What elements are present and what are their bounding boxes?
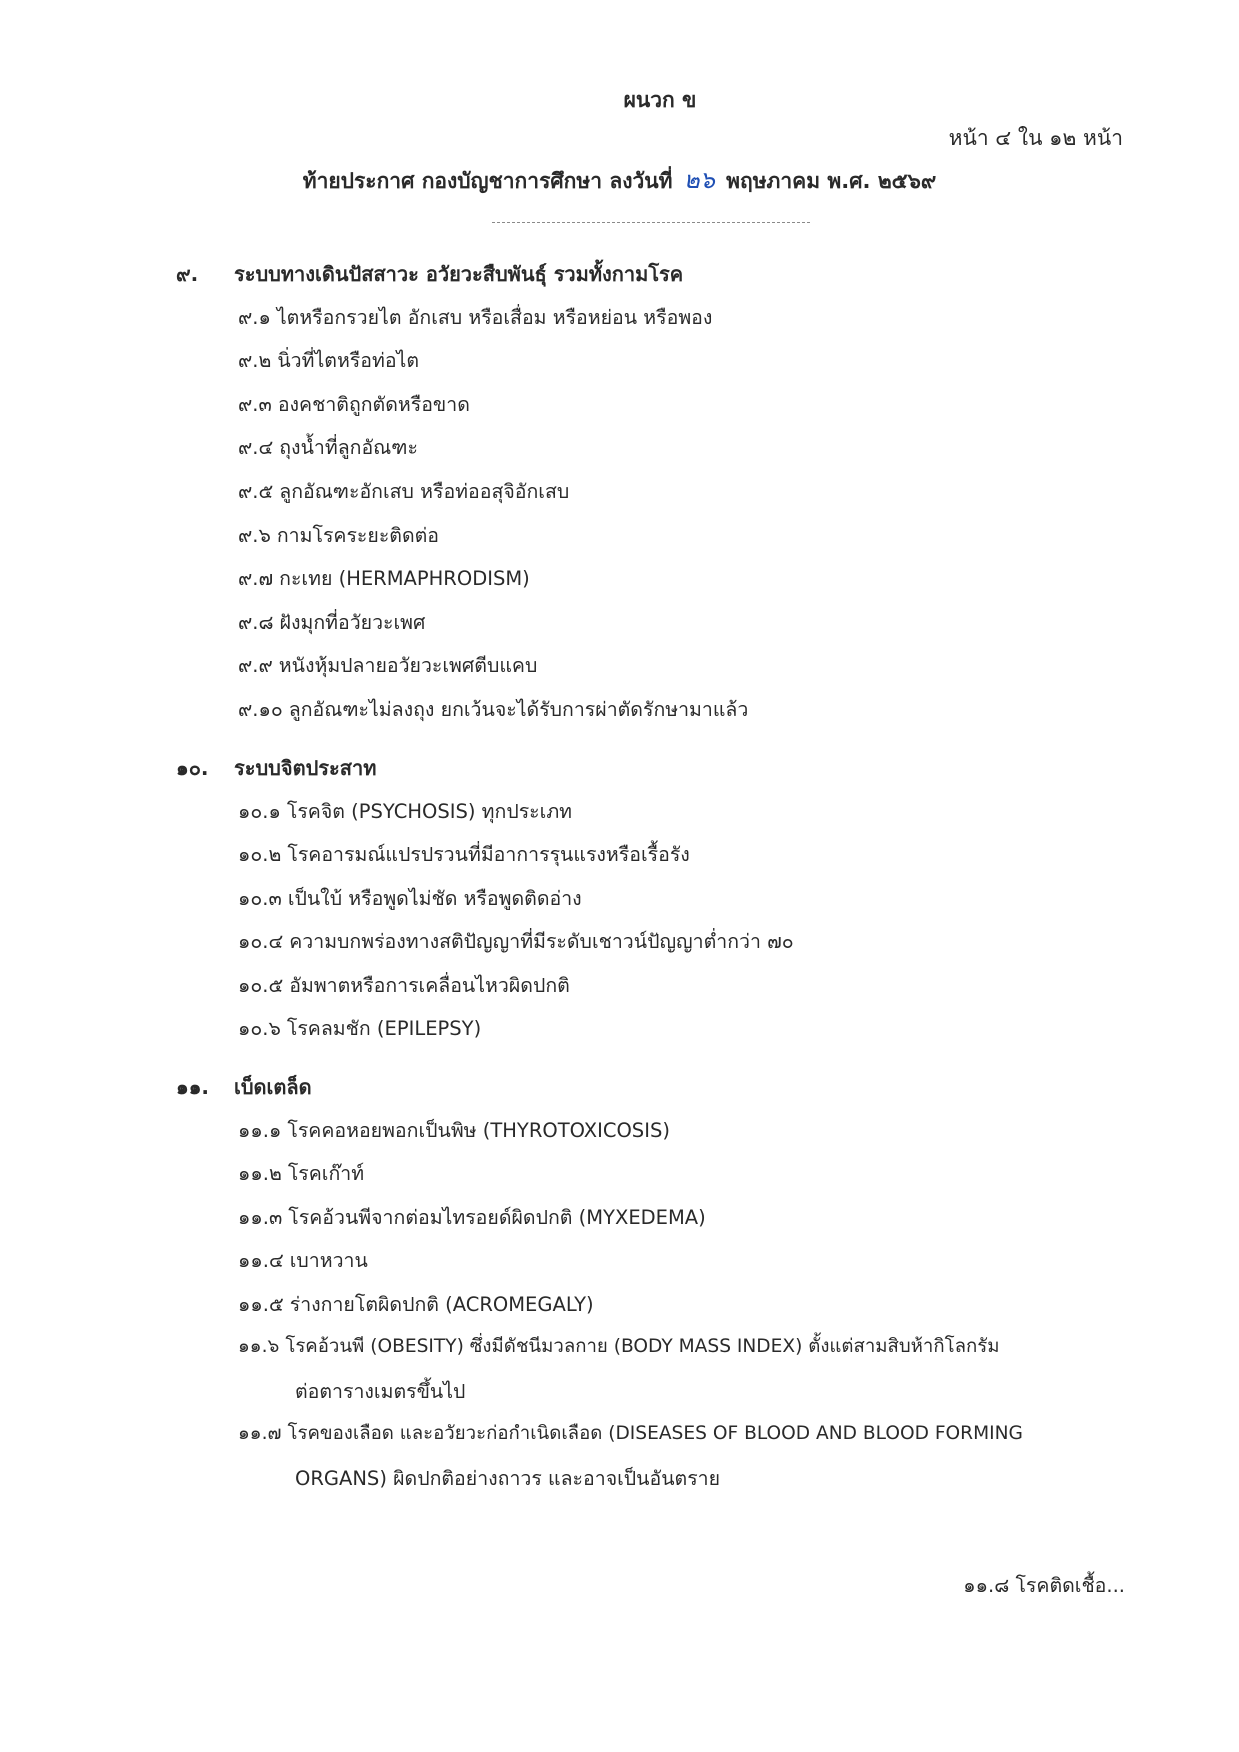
- item-text: โรคอ้วนพี (OBESITY) ซึ่งมีดัชนีมวลกาย (BODY MASS INDEX) ตั้งแต่สามสิบห้ากิโลกรัม: [285, 1336, 1000, 1357]
- list-item: [238, 926, 794, 957]
- item-text: โรคคอหอยพอกเป็นพิษ (THYROTOXICOSIS): [287, 1119, 670, 1142]
- item-number: ๙.๑: [238, 306, 271, 329]
- item-number: ๑๐.๒: [238, 843, 282, 866]
- list-item: [238, 883, 582, 914]
- item-text: โรคจิต (PSYCHOSIS) ทุกประเภท: [286, 800, 573, 823]
- section-title: [176, 1071, 312, 1103]
- item-continuation: ORGANS) ผิดปกติอย่างถาวร และอาจเป็นอันตราย: [295, 1467, 721, 1490]
- item-text: เป็นใบ้ หรือพูดไม่ชัด หรือพูดติดอ่าง: [287, 887, 582, 910]
- list-item: [238, 302, 712, 333]
- section-heading: ระบบจิตประสาท: [234, 756, 377, 780]
- list-item: [238, 796, 572, 827]
- section-heading: เบ็ดเตล็ด: [234, 1075, 312, 1099]
- item-number: ๑๐.๔: [238, 930, 284, 953]
- item-text: ร่างกายโตผิดปกติ (ACROMEGALY): [289, 1293, 594, 1316]
- header-divider: [492, 222, 810, 223]
- item-number: ๙.๓: [238, 393, 272, 416]
- item-text: โรคเก๊าท์: [287, 1162, 365, 1185]
- item-text: ลูกอัณฑะอักเสบ หรือท่ออสุจิอักเสบ: [279, 480, 570, 503]
- list-item: [238, 1245, 368, 1276]
- item-text: เบาหวาน: [289, 1249, 368, 1272]
- item-text: กามโรคระยะติดต่อ: [276, 524, 440, 547]
- header-day: ๒๖: [683, 166, 715, 194]
- list-item: [238, 1115, 670, 1146]
- list-item: [238, 432, 418, 463]
- item-number: ๙.๕: [238, 480, 274, 503]
- item-number: ๑๑.๑: [238, 1119, 282, 1142]
- item-number: ๑๑.๖: [238, 1336, 280, 1357]
- item-number: ๙.๔: [238, 436, 274, 459]
- list-item: [238, 563, 530, 594]
- list-item: [238, 607, 425, 638]
- item-number: ๑๐.๓: [238, 887, 282, 910]
- item-text: กะเทย (HERMAPHRODISM): [279, 567, 530, 590]
- item-text: โรคลมชัก (EPILEPSY): [286, 1017, 482, 1040]
- list-item: [238, 1419, 1023, 1448]
- item-text: นิ่วที่ไตหรือท่อไต: [277, 349, 420, 372]
- item-text: ถุงน้ำที่ลูกอัณฑะ: [279, 436, 418, 459]
- list-item: [238, 1013, 481, 1044]
- item-number: ๑๑.๒: [238, 1162, 282, 1185]
- item-text: โรคอ้วนพีจากต่อมไทรอยด์ผิดปกติ (MYXEDEMA): [288, 1206, 706, 1229]
- annex-title: ผนวก ข: [623, 88, 697, 112]
- next-page-continuation: ๑๑.๘ โรคติดเชื้อ...: [963, 1574, 1125, 1597]
- section-number: ๑๐.: [176, 756, 209, 780]
- item-text: หนังหุ้มปลายอวัยวะเพศตีบแคบ: [278, 654, 538, 677]
- section-number: ๑๑.: [176, 1075, 209, 1099]
- item-text: ความบกพร่องทางสติปัญญาที่มีระดับเชาวน์ปัญญาต่ำกว่า ๗๐: [289, 930, 794, 953]
- item-text: โรคของเลือด และอวัยวะก่อกำเนิดเลือด (DISEASES OF BLOOD AND BLOOD FORMING: [287, 1423, 1023, 1444]
- section-heading: ระบบทางเดินปัสสาวะ อวัยวะสืบพันธุ์ รวมทั้งกามโรค: [234, 262, 684, 286]
- announcement-header: [0, 160, 1239, 199]
- section-title: [176, 258, 683, 290]
- list-item: [238, 345, 419, 376]
- list-item: [238, 520, 439, 551]
- item-continuation: ต่อตารางเมตรขึ้นไป: [295, 1380, 466, 1403]
- item-text: โรคอารมณ์แปรปรวนที่มีอาการรุนแรงหรือเรื้อรัง: [287, 843, 690, 866]
- header-prefix: ท้ายประกาศ กองบัญชาการศึกษา ลงวันที่: [302, 169, 673, 193]
- list-item: [238, 1289, 594, 1320]
- list-item: [238, 970, 570, 1001]
- item-number: ๙.๒: [238, 349, 272, 372]
- item-text: อัมพาตหรือการเคลื่อนไหวผิดปกติ: [289, 974, 570, 997]
- item-number: ๑๑.๕: [238, 1293, 284, 1316]
- item-number: ๙.๙: [238, 654, 273, 677]
- item-text: ลูกอัณฑะไม่ลงถุง ยกเว้นจะได้รับการผ่าตัดรักษามาแล้ว: [288, 698, 749, 721]
- item-number: ๙.๑๐: [238, 698, 283, 721]
- item-number: ๑๑.๓: [238, 1206, 283, 1229]
- page-number: หน้า ๔ ใน ๑๒ หน้า: [948, 126, 1123, 150]
- item-text: ไตหรือกรวยไต อักเสบ หรือเสื่อม หรือหย่อน หรือพอง: [276, 306, 713, 329]
- list-item: [238, 1332, 1000, 1361]
- list-item: [238, 476, 569, 507]
- item-number: ๙.๘: [238, 611, 274, 634]
- item-number: ๑๐.๑: [238, 800, 281, 823]
- item-text: ฝังมุกที่อวัยวะเพศ: [279, 611, 426, 634]
- item-number: ๙.๗: [238, 567, 274, 590]
- section-number: ๙.: [176, 262, 199, 286]
- item-number: ๑๐.๖: [238, 1017, 281, 1040]
- header-suffix: พฤษภาคม พ.ศ. ๒๕๖๙: [726, 169, 937, 193]
- list-item: [238, 1202, 706, 1233]
- list-item: [238, 694, 748, 725]
- item-number: ๑๐.๕: [238, 974, 284, 997]
- section-title: [176, 752, 376, 784]
- item-number: ๑๑.๔: [238, 1249, 284, 1272]
- item-number: ๑๑.๗: [238, 1423, 282, 1444]
- list-item: [238, 650, 537, 681]
- item-text: องคชาติถูกตัดหรือขาด: [277, 393, 470, 416]
- list-item: [238, 839, 690, 870]
- list-item: [238, 1158, 364, 1189]
- item-number: ๙.๖: [238, 524, 271, 547]
- list-item: [238, 389, 470, 420]
